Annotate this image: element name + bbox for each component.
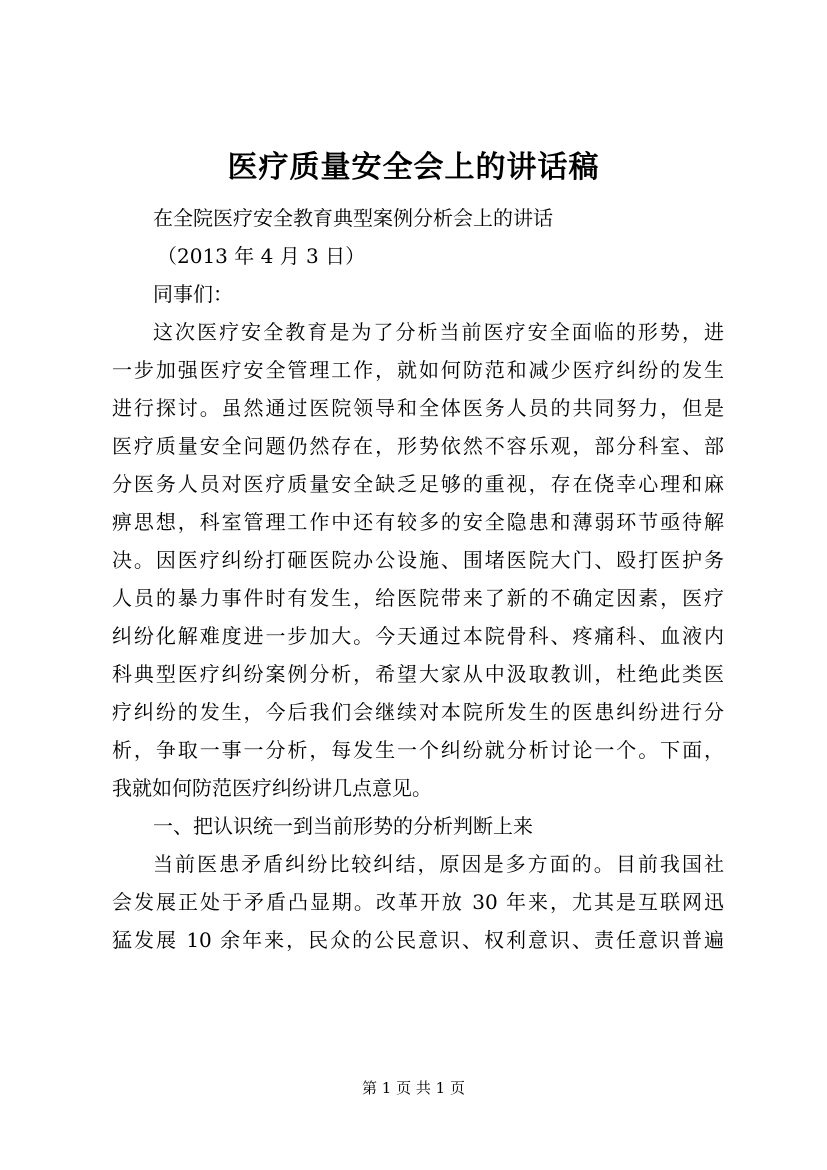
paragraph2-line: 猛发展 10 余年来，民众的公民意识、权利意识、责任意识普遍: [112, 928, 724, 952]
paragraph1-line: 人员的暴力事件时有发生，给医院带来了新的不确定因素，医疗: [112, 586, 724, 610]
paragraph1-line: 医疗质量安全问题仍然存在，形势依然不容乐观，部分科室、部: [112, 434, 724, 458]
paragraph1-line: 一步加强医疗安全管理工作，就如何防范和减少医疗纠纷的发生: [112, 358, 724, 382]
paragraph1-line: 痹思想，科室管理工作中还有较多的安全隐患和薄弱环节亟待解: [112, 510, 724, 534]
paragraph1-line: 分医务人员对医疗质量安全缺乏足够的重视，存在侥幸心理和麻: [112, 472, 724, 496]
paragraph1-line: 科典型医疗纠纷案例分析，希望大家从中汲取教训，杜绝此类医: [112, 662, 724, 686]
paragraph1-line: 疗纠纷的发生，今后我们会继续对本院所发生的医患纠纷进行分: [112, 700, 724, 724]
salutation: 同事们：: [153, 282, 233, 306]
page-footer: 第 1 页 共 1 页: [362, 1079, 465, 1097]
paragraph2-line: 会发展正处于矛盾凸显期。改革开放 30 年来，尤其是互联网迅: [112, 890, 724, 914]
paragraph1-line: 进行探讨。虽然通过医院领导和全体医务人员的共同努力，但是: [112, 396, 724, 420]
paragraph1-line: 纠纷化解难度进一步加大。今天通过本院骨科、疼痛科、血液内: [112, 624, 724, 648]
paragraph1-line: 决。因医疗纠纷打砸医院办公设施、围堵医院大门、殴打医护务: [112, 548, 724, 572]
paragraph1-line: 我就如何防范医疗纠纷讲几点意见。: [112, 776, 432, 800]
subtitle: 在全院医疗安全教育典型案例分析会上的讲话: [153, 206, 553, 230]
document-title: 医疗质量安全会上的讲话稿: [227, 150, 600, 185]
section1-heading: 一、把认识统一到当前形势的分析判断上来: [153, 814, 533, 838]
paragraph2-line: 当前医患矛盾纠纷比较纠结，原因是多方面的。目前我国社: [153, 852, 724, 876]
paragraph1-line: 这次医疗安全教育是为了分析当前医疗安全面临的形势，进: [153, 320, 724, 344]
speech-date: （2013 年 4 月 3 日）: [157, 244, 366, 268]
paragraph1-line: 析，争取一事一分析，每发生一个纠纷就分析讨论一个。下面，: [112, 738, 724, 762]
document-body: [112, 199, 724, 959]
